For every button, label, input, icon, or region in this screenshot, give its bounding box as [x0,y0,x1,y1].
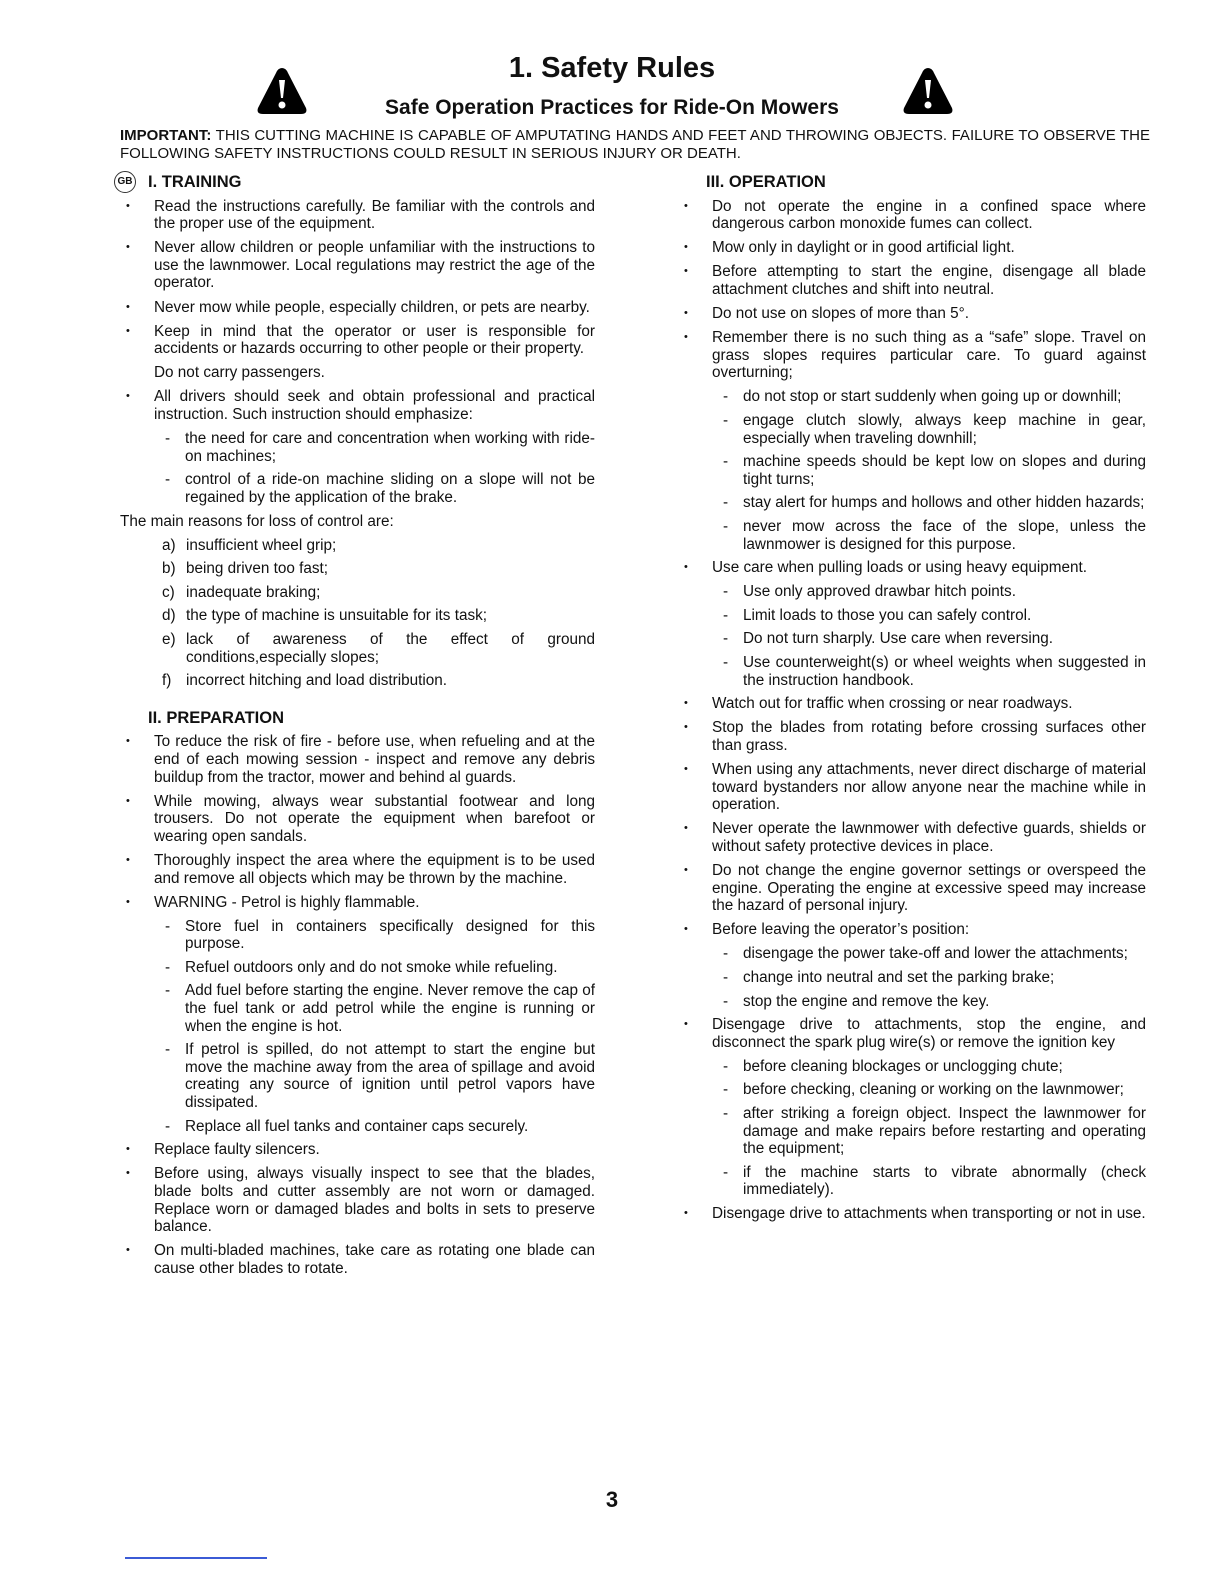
important-label: IMPORTANT: [120,127,212,144]
list-item [120,672,595,690]
sub-item: - do not stop or start suddenly when going up or downhill; [678,388,1146,406]
sub-item: - machine speeds should be kept low on slopes and during tight turns; [678,453,1146,488]
section-heading [148,710,595,728]
bullet-item: • Remember there is no such thing as a “safe” slope. Travel on grass slopes requires particular care. To guard against overturning; [678,329,1146,382]
list-item-label: c) [162,583,175,601]
bullet-item: • While mowing, always wear substantial footwear and long trousers. Do not operate the equipment when barefoot or wearing open sandals. [120,793,595,846]
right-column [678,174,1146,1229]
sub-item: - Do not turn sharply. Use care when reversing. [678,630,1146,648]
page-title: 1. Safety Rules [508,52,716,84]
bullet-item: • On multi-bladed machines, take care as rotating one blade can cause other blades to rotate. [120,1242,595,1277]
sub-item: - stay alert for humps and hollows and other hidden hazards; [678,494,1146,512]
sub-item: - never mow across the face of the slope, unless the lawnmower is designed for this purpose. [678,518,1146,553]
bullet-item: • Watch out for traffic when crossing or near roadways. [678,695,1146,713]
bullet-item: • Stop the blades from rotating before crossing surfaces other than grass. [678,719,1146,754]
bullet-item: • Before using, always visually inspect to see that the blades, blade bolts and cutter assembly are not worn or damaged. Replace worn or damaged blades and bolts in sets to preserve balance. [120,1165,595,1235]
paragraph: Do not carry passengers. [154,364,325,382]
bullet-item: • Disengage drive to attachments, stop the engine, and disconnect the spark plug wire(s) or remove the ignition key [678,1016,1146,1051]
bullet-item: • All drivers should seek and obtain professional and practical instruction. Such instruction should emphasize: [120,388,595,423]
important-text: THIS CUTTING MACHINE IS CAPABLE OF AMPUTATING HANDS AND FEET AND THROWING OBJECTS. FAILURE TO OBSERVE THE FOLLOWING SAFETY INSTRUCTIONS COULD RESULT IN SERIOUS INJURY OR DEATH. [120,127,1150,162]
bullet-item: • WARNING - Petrol is highly flammable. [120,894,595,912]
list-item-label: e) [162,630,176,648]
sub-item: - Replace all fuel tanks and container caps securely. [120,1118,595,1136]
bullet-item: • Never allow children or people unfamiliar with the instructions to use the lawnmower. Local regulations may restrict the age of the operator. [120,239,595,292]
bullet-item: • Mow only in daylight or in good artificial light. [678,239,1146,257]
bullet-item: • Do not change the engine governor settings or overspeed the engine. Operating the engine at excessive speed may increase the hazard of personal injury. [678,862,1146,915]
bullet-item: • When using any attachments, never direct discharge of material toward bystanders nor allow anyone near the machine while in operation. [678,761,1146,814]
language-badge: GB [114,171,136,193]
bullet-item: • Never operate the lawnmower with defective guards, shields or without safety protective devices in place. [678,820,1146,855]
list-item-label: d) [162,607,176,625]
sub-item: - engage clutch slowly, always keep machine in gear, especially when traveling downhill; [678,412,1146,447]
list-item-text: the type of machine is unsuitable for its task; [186,607,487,625]
bullet-item: • Use care when pulling loads or using heavy equipment. [678,559,1146,577]
sub-item: - Limit loads to those you can safely control. [678,607,1146,625]
list-item-text: lack of awareness of the effect of ground conditions,especially slopes; [186,630,595,666]
bullet-item: • Before leaving the operator’s position: [678,921,1146,939]
list-item-label: b) [162,560,176,578]
bullet-item: • Thoroughly inspect the area where the equipment is to be used and remove all objects which may be thrown by the machine. [120,852,595,887]
sub-item: - Use counterweight(s) or wheel weights when suggested in the instruction handbook. [678,654,1146,689]
bullet-item: • Do not use on slopes of more than 5°. [678,305,1146,323]
list-item-text: being driven too fast; [186,560,329,578]
paragraph: The main reasons for loss of control are: [120,512,394,530]
bullet-item: • Before attempting to start the engine, disengage all blade attachment clutches and shift into neutral. [678,263,1146,298]
sub-item: - if the machine starts to vibrate abnormally (check immediately). [678,1164,1146,1199]
section-heading-text: III. OPERATION [706,173,826,191]
sub-item: - control of a ride-on machine sliding on a slope will not be regained by the application of the brake. [120,471,595,506]
sub-item: - after striking a foreign object. Inspect the lawnmower for damage and make repairs before restarting and operating the equipment; [678,1105,1146,1158]
list-item-label: f) [162,672,172,690]
page-number: 3 [605,1487,619,1512]
page-subtitle: Safe Operation Practices for Ride-On Mowers [385,96,839,119]
sub-item: - Add fuel before starting the engine. Never remove the cap of the fuel tank or add petrol while the engine is running or when the engine is hot. [120,982,595,1035]
sub-item: - stop the engine and remove the key. [678,993,1146,1011]
list-item [120,560,595,578]
sub-item: - before checking, cleaning or working on the lawnmower; [678,1081,1146,1099]
sub-item: - If petrol is spilled, do not attempt to start the engine but move the machine away from the area of spillage and avoid creating any source of ignition until petrol vapors have dissipated. [120,1041,595,1111]
list-item-text: inadequate braking; [186,583,321,601]
sub-item: - change into neutral and set the parking brake; [678,969,1146,987]
bullet-item: • Disengage drive to attachments when transporting or not in use. [678,1205,1146,1223]
list-item-label: a) [162,536,176,554]
important-notice [120,127,1150,163]
left-column [117,173,595,1284]
bullet-item: • To reduce the risk of fire - before use, when refueling and at the end of each mowing session - inspect and remove any debris buildup from the tractor, mower and behind al guards. [120,733,595,786]
list-item-text: insufficient wheel grip; [186,536,337,554]
section-heading [117,173,595,192]
section-heading-text: II. PREPARATION [148,708,284,727]
list-item [120,631,595,666]
list-item [120,584,595,602]
bullet-item: • Read the instructions carefully. Be familiar with the controls and the proper use of the equipment. [120,198,595,233]
sub-item: - disengage the power take-off and lower the attachments; [678,945,1146,963]
bullet-item: • Do not operate the engine in a confined space where dangerous carbon monoxide fumes can collect. [678,198,1146,233]
sub-item: - before cleaning blockages or unclogging chute; [678,1058,1146,1076]
sub-item: - the need for care and concentration when working with ride-on machines; [120,430,595,465]
bullet-item: • Never mow while people, especially children, or pets are nearby. [120,299,595,317]
bullet-item: • Keep in mind that the operator or user is responsible for accidents or hazards occurring to other people or their property. [120,323,595,358]
footer-rule [125,1557,267,1559]
sub-item: - Refuel outdoors only and do not smoke while refueling. [120,959,595,977]
section-heading-text: I. TRAINING [148,173,242,191]
sub-item: - Store fuel in containers specifically designed for this purpose. [120,918,595,953]
list-item [120,537,595,555]
bullet-item: • Replace faulty silencers. [120,1141,595,1159]
list-item [120,607,595,625]
sub-item: - Use only approved drawbar hitch points. [678,583,1146,601]
list-item-text: incorrect hitching and load distribution. [186,672,448,690]
section-heading [706,174,1146,192]
